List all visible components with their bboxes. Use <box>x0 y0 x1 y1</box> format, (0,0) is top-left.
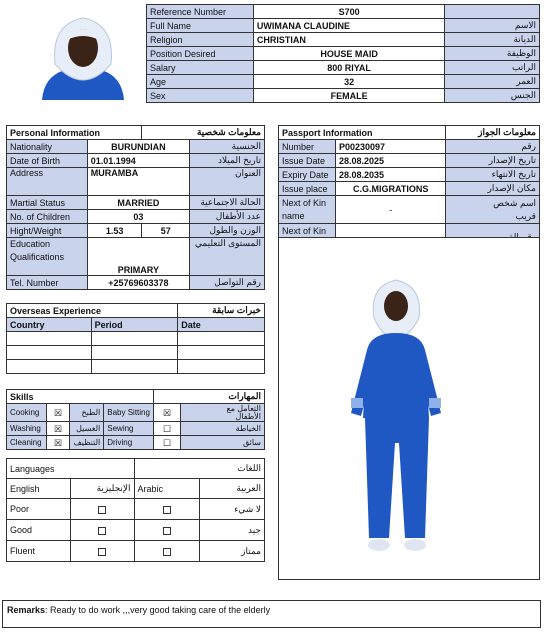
language-level-row <box>7 520 265 541</box>
overseas-col-country: Country <box>7 318 92 332</box>
english-poor-checkbox <box>70 499 134 520</box>
arabic-label: Arabic <box>134 479 200 499</box>
dob-value: 01.01.1994 <box>87 154 189 168</box>
full-name-ar: الاسم <box>445 19 540 33</box>
english-fluent-checkbox <box>70 541 134 562</box>
education-label <box>7 238 88 276</box>
skills-title: Skills <box>7 390 154 404</box>
checked-box-icon: ☒ <box>54 423 63 434</box>
marital-label: Martial Status <box>7 196 88 210</box>
expiry-date-ar: تاريخ الانتهاء <box>446 168 540 182</box>
position-ar: الوظيفة <box>445 47 540 61</box>
portrait-photo <box>27 4 139 100</box>
skill-babysitting-ar-1: التعامل مع <box>226 403 261 413</box>
english-label: English <box>7 479 71 499</box>
skill-babysitting-ar <box>181 404 265 422</box>
overseas-row <box>7 360 265 374</box>
level-fluent-label: Fluent <box>7 541 71 562</box>
languages-table <box>6 458 265 562</box>
unchecked-box-icon <box>98 506 106 514</box>
education-value: PRIMARY <box>87 238 189 276</box>
skill-driving-checkbox <box>153 436 180 450</box>
expiry-date-value: 28.08.2035 <box>335 168 446 182</box>
issue-date-value: 28.08.2025 <box>335 154 446 168</box>
remarks-label: Remarks <box>7 605 46 615</box>
sex-value: FEMALE <box>253 89 444 103</box>
kin-name-label-1: Next of Kin <box>282 197 327 208</box>
issue-place-label: Issue place <box>279 182 336 196</box>
salary-value: 800 RIYAL <box>253 61 444 75</box>
address-label: Address <box>7 168 88 196</box>
full-name-value: UWIMANA CLAUDINE <box>253 19 444 33</box>
header-row <box>147 19 540 33</box>
kin-name-value: - <box>335 196 446 224</box>
english-good-checkbox <box>70 520 134 541</box>
unchecked-box-icon: ☐ <box>162 423 172 434</box>
level-poor-label: Poor <box>7 499 71 520</box>
full-name-label: Full Name <box>147 19 254 33</box>
kin-number-label-1: Next of Kin <box>282 225 327 236</box>
header-row <box>147 5 540 19</box>
language-level-row <box>7 541 265 562</box>
skill-washing-label: Washing <box>7 422 47 436</box>
unchecked-box-icon <box>163 527 171 535</box>
unchecked-box-icon: ☐ <box>162 437 172 448</box>
passport-info-title: Passport Information <box>279 126 446 140</box>
education-label-1: Education <box>10 239 51 249</box>
religion-label: Religion <box>147 33 254 47</box>
header-row <box>147 75 540 89</box>
skill-cooking-checkbox <box>46 404 69 422</box>
unchecked-box-icon <box>163 506 171 514</box>
sex-ar: الجنس <box>445 89 540 103</box>
nationality-ar: الجنسية <box>190 140 265 154</box>
personal-info-table <box>6 125 265 290</box>
children-ar: عدد الأطفال <box>190 210 265 224</box>
age-value: 32 <box>253 75 444 89</box>
skill-babysitting-ar-2: الأطفال <box>235 411 261 421</box>
reference-ar <box>445 5 540 19</box>
header-table <box>146 4 540 103</box>
sex-label: Sex <box>147 89 254 103</box>
skill-sewing-ar: الخياطة <box>181 422 265 436</box>
kin-name-label <box>279 196 336 224</box>
religion-ar: الديانة <box>445 33 540 47</box>
passport-number-value: P00230097 <box>335 140 446 154</box>
age-label: Age <box>147 75 254 89</box>
issue-place-ar: مكان الإصدار <box>446 182 540 196</box>
kin-name-ar-2: قريب <box>515 210 536 221</box>
languages-title-ar: اللغات <box>134 459 264 479</box>
header-row <box>147 33 540 47</box>
personal-info-title-ar: معلومات شخصية <box>142 126 265 140</box>
overseas-row <box>7 346 265 360</box>
skill-cleaning-ar: التنظيف <box>70 436 104 450</box>
position-value: HOUSE MAID <box>253 47 444 61</box>
education-label-2: Qualifications <box>10 252 65 262</box>
skill-sewing-label: Sewing <box>104 422 154 436</box>
full-body-image <box>279 238 539 579</box>
salary-ar: الراتب <box>445 61 540 75</box>
arabic-poor-checkbox <box>134 499 200 520</box>
dob-ar: تاريخ الميلاد <box>190 154 265 168</box>
position-label: Position Desired <box>147 47 254 61</box>
education-ar: المستوى التعليمي <box>190 238 265 276</box>
checked-box-icon: ☒ <box>54 437 63 448</box>
kin-name-label-2: name <box>282 210 305 221</box>
skills-table <box>6 389 265 450</box>
languages-title: Languages <box>7 459 135 479</box>
height-value: 1.53 <box>87 224 142 238</box>
religion-value: CHRISTIAN <box>253 33 444 47</box>
address-value: MURAMBA <box>87 168 189 196</box>
kin-name-ar-1: اسم شخص <box>493 197 536 208</box>
reference-label: Reference Number <box>147 5 254 19</box>
skill-row <box>7 404 265 422</box>
personal-info-title: Personal Information <box>7 126 142 140</box>
skill-driving-ar: سائق <box>181 436 265 450</box>
skill-sewing-checkbox <box>153 422 180 436</box>
passport-number-ar: رقم <box>446 140 540 154</box>
checked-box-icon: ☒ <box>162 407 172 418</box>
skill-row <box>7 422 265 436</box>
overseas-col-period: Period <box>91 318 178 332</box>
remarks-box <box>2 600 541 628</box>
skill-cooking-ar: الطبخ <box>70 404 104 422</box>
overseas-col-date: Date <box>178 318 265 332</box>
overseas-title: Overseas Experience <box>7 304 178 318</box>
issue-place-value: C.G.MIGRATIONS <box>335 182 446 196</box>
tel-label: Tel. Number <box>7 276 88 290</box>
nationality-label: Nationality <box>7 140 88 154</box>
skill-row <box>7 436 265 450</box>
skill-babysitting-checkbox <box>153 404 180 422</box>
arabic-fluent-checkbox <box>134 541 200 562</box>
unchecked-box-icon <box>98 527 106 535</box>
reference-value: S700 <box>253 5 444 19</box>
arabic-good-checkbox <box>134 520 200 541</box>
passport-number-label: Number <box>279 140 336 154</box>
children-value: 03 <box>87 210 189 224</box>
tel-ar: رقم التواصل <box>190 276 265 290</box>
level-fluent-ar: ممتاز <box>200 541 265 562</box>
expiry-date-label: Expiry Date <box>279 168 336 182</box>
skill-cleaning-checkbox <box>46 436 69 450</box>
address-ar: العنوان <box>190 168 265 196</box>
overseas-title-ar: خبرات سابقة <box>178 304 265 318</box>
portrait-image <box>27 4 139 100</box>
checked-box-icon: ☒ <box>54 407 63 418</box>
level-poor-ar: لا شيء <box>200 499 265 520</box>
header-row <box>147 47 540 61</box>
age-ar: العمر <box>445 75 540 89</box>
header-row <box>147 89 540 103</box>
height-weight-label: Hight/Weight <box>7 224 88 238</box>
dob-label: Date of Birth <box>7 154 88 168</box>
skills-title-ar: المهارات <box>153 390 264 404</box>
issue-date-ar: تاريخ الإصدار <box>446 154 540 168</box>
marital-value: MARRIED <box>87 196 189 210</box>
salary-label: Salary <box>147 61 254 75</box>
full-body-photo <box>278 237 540 580</box>
level-good-ar: جيد <box>200 520 265 541</box>
unchecked-box-icon <box>163 548 171 556</box>
nationality-value: BURUNDIAN <box>87 140 189 154</box>
skill-driving-label: Driving <box>104 436 154 450</box>
tel-value: +25769603378 <box>87 276 189 290</box>
skill-cooking-label: Cooking <box>7 404 47 422</box>
english-ar: الإنجليزية <box>70 479 134 499</box>
skill-washing-checkbox <box>46 422 69 436</box>
skill-washing-ar: الغسيل <box>70 422 104 436</box>
passport-info-table <box>278 125 540 252</box>
language-level-row <box>7 499 265 520</box>
weight-value: 57 <box>142 224 190 238</box>
kin-name-ar <box>446 196 540 224</box>
overseas-row <box>7 332 265 346</box>
passport-info-title-ar: معلومات الجواز <box>446 126 540 140</box>
marital-ar: الحالة الاجتماعية <box>190 196 265 210</box>
level-good-label: Good <box>7 520 71 541</box>
arabic-ar: العربية <box>200 479 265 499</box>
overseas-table <box>6 303 265 374</box>
header-row <box>147 61 540 75</box>
unchecked-box-icon <box>98 548 106 556</box>
skill-babysitting-label: Baby Sitting <box>104 404 154 422</box>
children-label: No. of Children <box>7 210 88 224</box>
remarks-text: : Ready to do work ,,,very good taking care of the elderly <box>45 605 271 615</box>
skill-cleaning-label: Cleaning <box>7 436 47 450</box>
height-weight-ar: الوزن والطول <box>190 224 265 238</box>
issue-date-label: Issue Date <box>279 154 336 168</box>
